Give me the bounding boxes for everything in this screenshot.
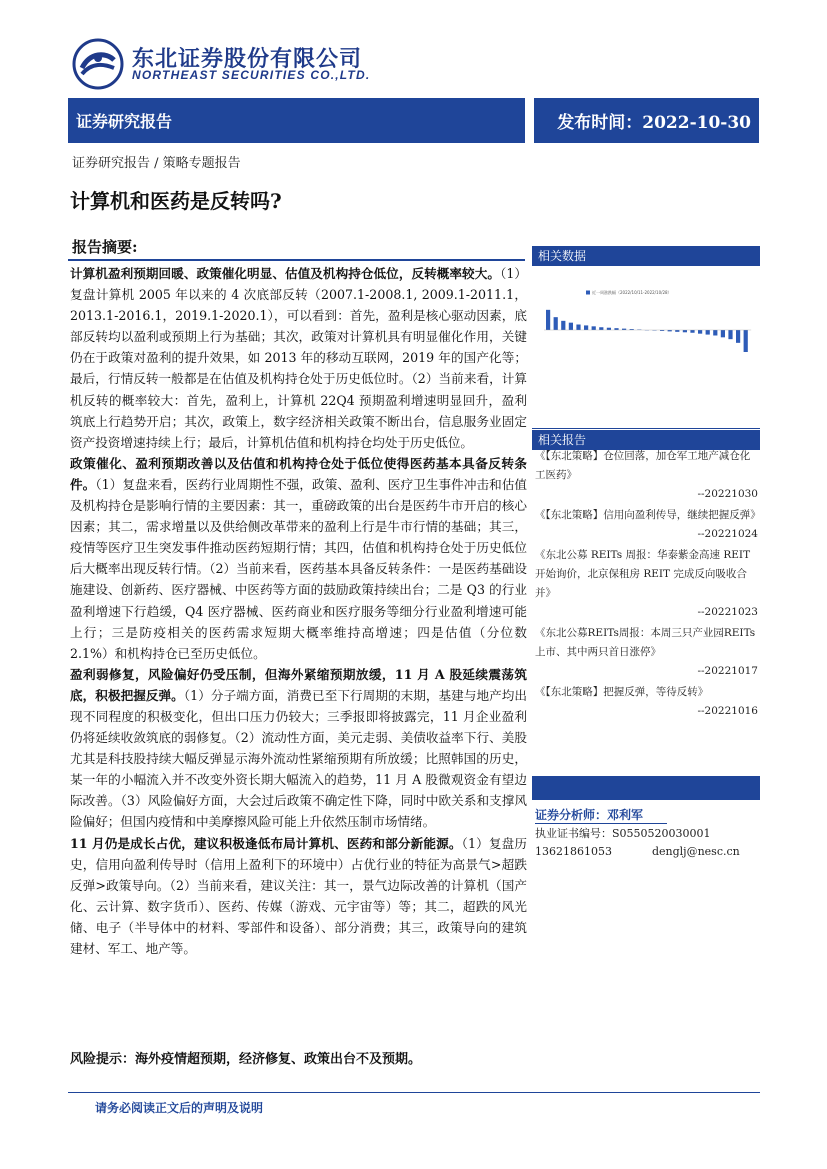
chart-bar: [561, 321, 565, 330]
company-name-cn: 东北证券股份有限公司: [132, 47, 363, 72]
report-title[interactable]: 《【东北策略】把握反弹，等待反转》: [535, 686, 709, 698]
paragraph-lead: 11 月仍是成长占优，建议积极逢低布局计算机、医药和部分新能源。: [70, 835, 462, 851]
related-report-item[interactable]: [535, 683, 760, 721]
summary-body: [70, 263, 527, 959]
chart-bar: [599, 327, 603, 330]
report-date: --20221017: [697, 665, 758, 677]
analyst-name: 邓利军: [607, 808, 644, 822]
summary-divider: [68, 259, 525, 261]
report-type-bar: 证券研究报告: [68, 98, 525, 143]
related-report-item[interactable]: [535, 624, 760, 681]
summary-paragraph: [70, 664, 527, 833]
footer-disclaimer[interactable]: 请务必阅读正文后的声明及说明: [95, 1101, 264, 1115]
paragraph-text: （1）复盘来看，医药行业周期性不强，政策、盈利、医疗卫生事件冲击和估值及机构持仓是影响行情的主要因素：其一，重磅政策的出台是医药牛市开启的核心因素；其二，需求增量以及供给侧改革带来的盈利上行是牛市行情的基础；其三，疫情等医疗卫生突发事件推动医药短期行情；其四，估值和机构持仓处于历史低位后大概率出现反转行情。（2）当前来看，医药基本具备反转条件：一是医药基础设施建设、创新药、医疗器械、中医药等方面的鼓励政策持续出台；二是 Q3 的行业盈利增速下行趋缓，Q4 医疗器械、医药商业和医疗服务等细分行业盈利增速可能上行；三是防疫相关的医药需求短期大概率维持高增速；四是估值（分位数 2.1%）和机构持仓已至历史低位。: [70, 476, 527, 661]
chart-bar: [744, 330, 748, 352]
legend-swatch: [586, 291, 590, 295]
company-logo: [72, 38, 124, 90]
analyst-label: 证券分析师：: [535, 808, 608, 822]
related-report-item[interactable]: [535, 447, 760, 504]
chart-bar: [736, 330, 740, 343]
report-date: --20221023: [697, 606, 758, 618]
chart-legend: 近一周涨跌幅（2022/10/11-2022/10/28）: [592, 290, 672, 295]
chart-bar: [554, 317, 558, 330]
chart-bar: [622, 329, 626, 330]
breadcrumb: 证券研究报告 / 策略专题报告: [72, 156, 241, 171]
paragraph-lead: 盈利弱修复，风险偏好仍受压制，但海外紧缩预期放缓，11 月 A 股延续震荡筑底，积极把握反弹。: [70, 666, 527, 703]
footer-divider: [68, 1092, 760, 1093]
chart-bar: [592, 326, 596, 330]
chart-bar: [721, 330, 725, 337]
report-date: --20221030: [697, 488, 758, 500]
summary-paragraph: [70, 263, 527, 453]
summary-paragraph: [70, 833, 527, 960]
report-title[interactable]: 《东北公募REITs周报：本周三只产业园REITs上市、其中两只首日涨停》: [535, 627, 756, 658]
related-data-header: 相关数据: [532, 246, 760, 266]
chart-bar: [569, 323, 573, 330]
chart-bar: [683, 330, 687, 332]
chart-bar: [576, 325, 580, 331]
page-title: 计算机和医药是反转吗?: [70, 189, 282, 213]
chart-bar: [675, 330, 679, 332]
sector-return-chart: [532, 268, 760, 428]
chart-bar: [607, 328, 611, 330]
sidebar-divider: [532, 428, 760, 429]
report-date: --20221024: [697, 528, 758, 540]
license-number: 执业证书编号：S0550520030001: [535, 827, 711, 840]
risk-text: 海外疫情超预期，经济修复、政策出台不及预期。: [135, 1052, 422, 1067]
report-title[interactable]: 《【东北策略】仓位回落，加仓军工地产减仓化工医药》: [535, 450, 751, 481]
company-name-en: NORTHEAST SECURITIES CO.,LTD.: [132, 68, 371, 82]
report-date: --20221016: [697, 705, 758, 717]
summary-paragraph: [70, 453, 527, 664]
chart-bar: [584, 325, 588, 330]
related-report-item[interactable]: [535, 546, 760, 622]
paragraph-text: （1）复盘历史，信用向盈利传导时（信用上盈利下的环境中）占优行业的特征为高景气>超跌反弹>政策导向。（2）当前来看，建议关注：其一，景气边际改善的计算机（国产化、云计算、数字货币）、医药、传媒（游戏、元宇宙等）等；其二，超跌的风光储、电子（半导体中的材料、零部件和设备）、部分消费；其三，政策导向的建筑建材、军工、地产等。: [70, 835, 527, 956]
report-title[interactable]: 《东北公募 REITs 周报：华泰紫金高速 REIT 开始询价，北京保租房 REIT 完成反向吸收合并》: [535, 549, 751, 599]
chart-bar: [690, 330, 694, 333]
analyst-email[interactable]: denglj@nesc.cn: [651, 845, 740, 858]
analyst-phone: 13621861053: [535, 845, 612, 858]
analyst-underline: [535, 823, 667, 824]
chart-bar: [706, 330, 710, 335]
chart-bar: [713, 330, 717, 336]
related-reports-list: [535, 447, 760, 723]
publish-date-bar: 发布时间：2022-10-30: [534, 98, 759, 143]
chart-bar: [546, 310, 550, 330]
chart-bar: [728, 330, 732, 339]
paragraph-lead: 计算机盈利预期回暖、政策催化明显、估值及机构持仓低位，反转概率较大。: [70, 266, 500, 281]
chart-bar: [614, 328, 618, 330]
chart-bar: [698, 330, 702, 334]
paragraph-text: （1）分子端方面，消费已至下行周期的末期，基建与地产均出现不同程度的积极变化，但出口压力仍较大；三季报即将披露完，11 月企业盈利仍将延续收敛筑底的弱修复。（2）流动性方面，美元走弱、美债收益率下行、美股尤其是科技股持续大幅反弹显示海外流动性紧缩预期有所放缓；比照韩国的历史，某一年的小幅流入并不改变外资长期大幅流入的趋势，11 月 A 股微观资金有望边际改善。（3）风险偏好方面，大会过后政策不确定性下降，同时中欧关系和支撑风险偏好；但国内疫情和中美摩擦风险可能上升依然压制市场情绪。: [70, 687, 528, 830]
chart-bar: [668, 330, 672, 331]
related-report-item[interactable]: [535, 506, 760, 544]
risk-label: 风险提示：: [70, 1052, 136, 1067]
paragraph-text: （1）复盘计算机 2005 年以来的 4 次底部反转（2007.1-2008.1, 2009.1-2011.1，2013.1-2016.1，2019.1-2020.1），可以看到：首先，盈利是核心驱动因素，底部反转均以盈利或预期上行为基础；其次，政策对计算机具有明显催化作用，关键仍在于政策对盈利的提升效果，如 2013 年的移动互联网，2019 年的国产化等；最后，行情反转一般都是在估值及机构持仓处于历史低位时。（2）当前来看，计算机反转的概率较大：首先，盈利上，计算机 22Q4 预期盈利增速明显回升，盈利筑底上行趋势开启；其次，政策上，数字经济相关政策不断出台，信息服务业固定资产投资增速持续上行；最后，计算机估值和机构持仓均处于历史低位。: [70, 266, 528, 450]
paragraph-lead: 政策催化、盈利预期改善以及估值和机构持仓处于低位使得医药基本具备反转条件。: [70, 455, 527, 492]
analyst-banner: [532, 776, 760, 800]
risk-warning: [70, 1048, 527, 1067]
report-title[interactable]: 《【东北策略】信用向盈利传导，继续把握反弹》: [535, 509, 761, 521]
related-reports-header: 相关报告: [532, 430, 760, 450]
analyst-info: [535, 806, 760, 861]
summary-heading: 报告摘要:: [72, 238, 138, 256]
